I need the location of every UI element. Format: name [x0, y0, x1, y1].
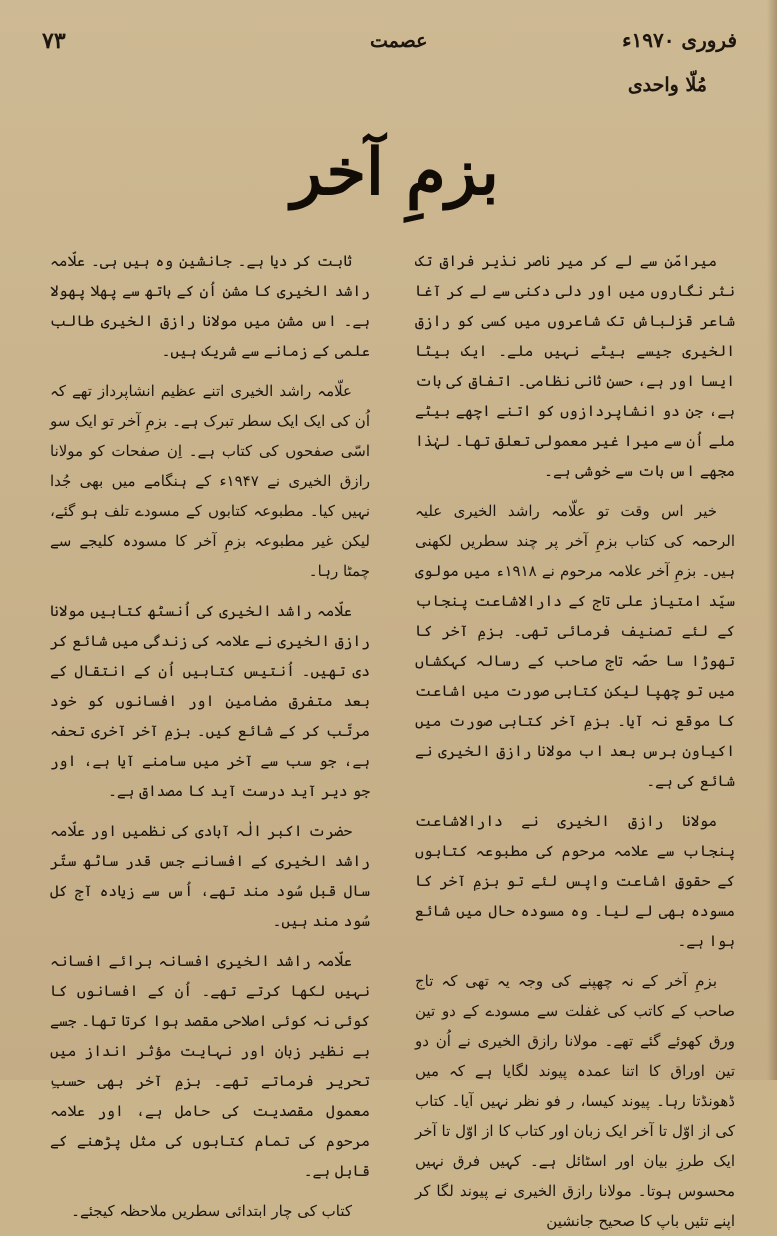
article-title: بزمِ آخر — [291, 135, 499, 210]
text-column-right — [415, 246, 735, 1230]
journal-name: عصمت — [370, 30, 428, 52]
page-number: ۷۳ — [42, 28, 66, 54]
paragraph: بزمِ آخر کے نہ چھپنے کی وجہ یہ تھی کہ تاج صاحب کے کاتب کی غفلت سے مسودے کے دو تین ورق کھوئے گئے تھے۔ مولانا رازق الخیری نے اُن دو تین اوراق کا اتنا عمدہ پیوند لگایا ہے کہ میں ڈھونڈتا رہا۔ پیوند کیسا، ر فو نظر نہیں آیا۔ کتاب کی از اوّل تا آخر ایک زبان اور کتاب کا از اوّل تا آخر ایک طرزِ بیان اور اسٹائل ہے۔ کہیں فرق نہیں محسوس ہوتا۔ مولانا رازق الخیری نے پیوند لگا کر اپنے تئیں باپ کا صحیح جانشین — [415, 972, 735, 1230]
issue-date: فروری ۱۹۷۰ء — [622, 28, 737, 52]
paragraph: علّامہ راشد الخیری افسانہ برائے افسانہ نہیں لکھا کرتے تھے۔ اُن کے افسانوں کا کوئی نہ کوئی اصلاحی مقصد ہوا کرتا تھا۔ جسے بے نظیر زبان اور نہایت مؤثر انداز میں تحریر فرماتے تھے۔ بزمِ آخر بھی حسبِ معمول مقصدیت کی حامل ہے، اور علامہ مرحوم کی تمام کتابوں کی مثل پڑھنے کے قابل ہے۔ — [50, 952, 370, 1180]
page-edge-shadow — [767, 0, 777, 1080]
paragraph: کتاب کی چار ابتدائی سطریں ملاحظہ کیجئے۔ — [71, 1202, 352, 1220]
paragraph: ثابت کر دیا ہے۔ جانشین وہ ہیں ہی۔ علّامہ راشد الخیری کا مشن اُن کے ہاتھ سے پھلا پھولا ہے۔ اس مشن میں مولانا رازق الخیری طالب علمی کے زمانے سے شریک ہیں۔ — [50, 252, 370, 360]
running-header — [0, 26, 777, 60]
paragraph: خیر اس وقت تو علّامہ راشد الخیری علیہ الرحمہ کی کتاب بزمِ آخر پر چند سطریں لکھنی ہیں۔ بزمِ آخر علامہ مرحوم نے ۱۹۱۸ء میں مولوی سیّد امتیاز علی تاج کے دارالاشاعت پنجاب کے لئے تصنیف فرمائی تھی۔ بزمِ آخر کا تھوڑا سا حصّہ تاج صاحب کے رسالہ کہکشاں میں تو چھپا لیکن کتابی صورت میں اشاعت کا موقع نہ آیا۔ بزمِ آخر کتابی صورت میں اکیاون برس بعد اب مولانا رازق الخیری نے شائع کی ہے۔ — [415, 502, 735, 790]
paragraph: علّامہ راشد الخیری اتنے عظیم انشاپرداز تھے کہ اُن کی ایک ایک سطر تبرک ہے۔ بزمِ آخر تو ایک سو اسّی صفحوں کی کتاب ہے۔ اِن صفحات کو مولانا رازق الخیری نے ۱۹۴۷ء کے ہنگامے میں بھی جُدا نہیں کیا۔ مطبوعہ کتابوں کے مسودے تلف ہو گئے، لیکن غیر مطبوعہ بزمِ آخر کا مسودہ کلیجے سے چمٹا رہا۔ — [50, 382, 371, 580]
author-name: مُلّا واحدی — [627, 74, 707, 96]
paragraph: مولانا رازق الخیری نے دارالاشاعت پنجاب سے علامہ مرحوم کی مطبوعہ کتابوں کے حقوقِ اشاعت واپس لئے تو بزمِ آخر کا مسودہ بھی لے لیا۔ وہ مسودہ حال میں شائع ہوا ہے۔ — [415, 812, 735, 950]
text-column-left — [50, 246, 371, 1220]
paragraph: حضرت اکبر الٰہ آبادی کی نظمیں اور علّامہ راشد الخیری کے افسانے جس قدر ساٹھ ستّر سال قبل سُود مند تھے، اُس سے زیادہ آج کل سُود مند ہیں۔ — [50, 822, 370, 930]
paragraph: میرامّن سے لے کر میر ناصر نذیر فراق تک نثر نگاروں میں اور دلی دکنی سے لے کر آغا شاعر قزلباش تک شاعروں میں کسی کو رازق الخیری جیسے بیٹے نہیں ملے۔ ایک بیٹا ایسا اور ہے، حسن ثانی نظامی۔ اتفاق کی بات ہے، جن دو انشاپردازوں کو اتنے اچھے بیٹے ملے اُن سے میرا غیر معمولی تعلق تھا۔ لہٰذا مجھے اس بات سے خوشی ہے۔ — [415, 252, 735, 480]
paragraph: علّامہ راشد الخیری کی اُنسٹھ کتابیں مولانا رازق الخیری نے علامہ کی زندگی میں شائع کر دی تھیں۔ اُنتیس کتابیں اُن کے انتقال کے بعد متفرق مضامین اور افسانوں کو خود مرتّب کر کے شائع کیں۔ بزمِ آخر آخری تحفہ ہے، جو سب سے آخر میں سامنے آیا ہے، اور جو دیر آید درست آید کا مصداق ہے۔ — [50, 602, 370, 800]
